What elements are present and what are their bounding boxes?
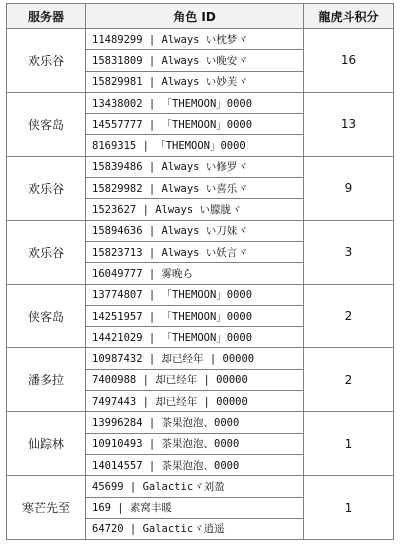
role-id-cell: 15829981 | Always い妙芙ヾ (86, 71, 304, 92)
table-body (7, 29, 394, 540)
role-id-cell: 15839486 | Always い修罗ヾ (86, 156, 304, 177)
role-id-cell: 7400988 | 却已经年 | 00000 (86, 369, 304, 390)
server-cell: 欢乐谷 (7, 156, 86, 220)
role-id-cell: 16049777 | 雾晚ら (86, 263, 304, 284)
role-id-cell: 15894636 | Always い刀妹ヾ (86, 220, 304, 241)
table-row (7, 220, 394, 241)
server-cell: 侠客岛 (7, 284, 86, 348)
table-row (7, 348, 394, 369)
header-score: 龍虎斗积分 (304, 4, 394, 29)
server-cell: 潘多拉 (7, 348, 86, 412)
server-cell: 仙踪林 (7, 412, 86, 476)
role-id-cell: 1523627 | Always い朦胧ヾ (86, 199, 304, 220)
server-cell: 侠客岛 (7, 92, 86, 156)
header-server: 服务器 (7, 4, 86, 29)
role-id-cell: 15823713 | Always い妖言ヾ (86, 241, 304, 262)
score-cell: 2 (304, 348, 394, 412)
role-id-cell: 169 | 素窝丰暖 (86, 497, 304, 518)
role-id-cell: 13774807 | 「THEMOON」0000 (86, 284, 304, 305)
score-cell: 2 (304, 284, 394, 348)
table-row (7, 284, 394, 305)
role-id-cell: 14557777 | 「THEMOON」0000 (86, 114, 304, 135)
table-row (7, 92, 394, 113)
server-cell: 欢乐谷 (7, 220, 86, 284)
role-id-cell: 15829982 | Always い喜乐ヾ (86, 178, 304, 199)
role-id-cell: 10910493 | 茶果泡泡、0000 (86, 433, 304, 454)
role-id-cell: 64720 | Galacticヾ逍遥 (86, 518, 304, 539)
role-id-cell: 15831809 | Always い晚安ヾ (86, 50, 304, 71)
role-id-cell: 14014557 | 茶果泡泡、0000 (86, 454, 304, 475)
role-id-cell: 45699 | Galacticヾ刘盈 (86, 476, 304, 497)
table-row (7, 156, 394, 177)
server-cell: 欢乐谷 (7, 29, 86, 93)
role-id-cell: 13996284 | 茶果泡泡、0000 (86, 412, 304, 433)
role-id-cell: 10987432 | 却已经年 | 00000 (86, 348, 304, 369)
table-row (7, 29, 394, 50)
role-id-cell: 7497443 | 却已经年 | 00000 (86, 391, 304, 412)
score-cell: 3 (304, 220, 394, 284)
role-id-cell: 13438002 | 「THEMOON」0000 (86, 92, 304, 113)
score-cell: 1 (304, 476, 394, 540)
role-id-cell: 14421029 | 「THEMOON」0000 (86, 327, 304, 348)
table-row (7, 476, 394, 497)
role-id-cell: 14251957 | 「THEMOON」0000 (86, 305, 304, 326)
score-cell: 13 (304, 92, 394, 156)
score-cell: 9 (304, 156, 394, 220)
score-cell: 1 (304, 412, 394, 476)
role-id-cell: 8169315 | 「THEMOON」0000 (86, 135, 304, 156)
ranking-table (6, 3, 394, 540)
score-cell: 16 (304, 29, 394, 93)
table-row (7, 412, 394, 433)
header-row (7, 4, 394, 29)
header-role-id: 角色 ID (86, 4, 304, 29)
server-cell: 寒芒先至 (7, 476, 86, 540)
role-id-cell: 11489299 | Always い枕梦ヾ (86, 29, 304, 50)
